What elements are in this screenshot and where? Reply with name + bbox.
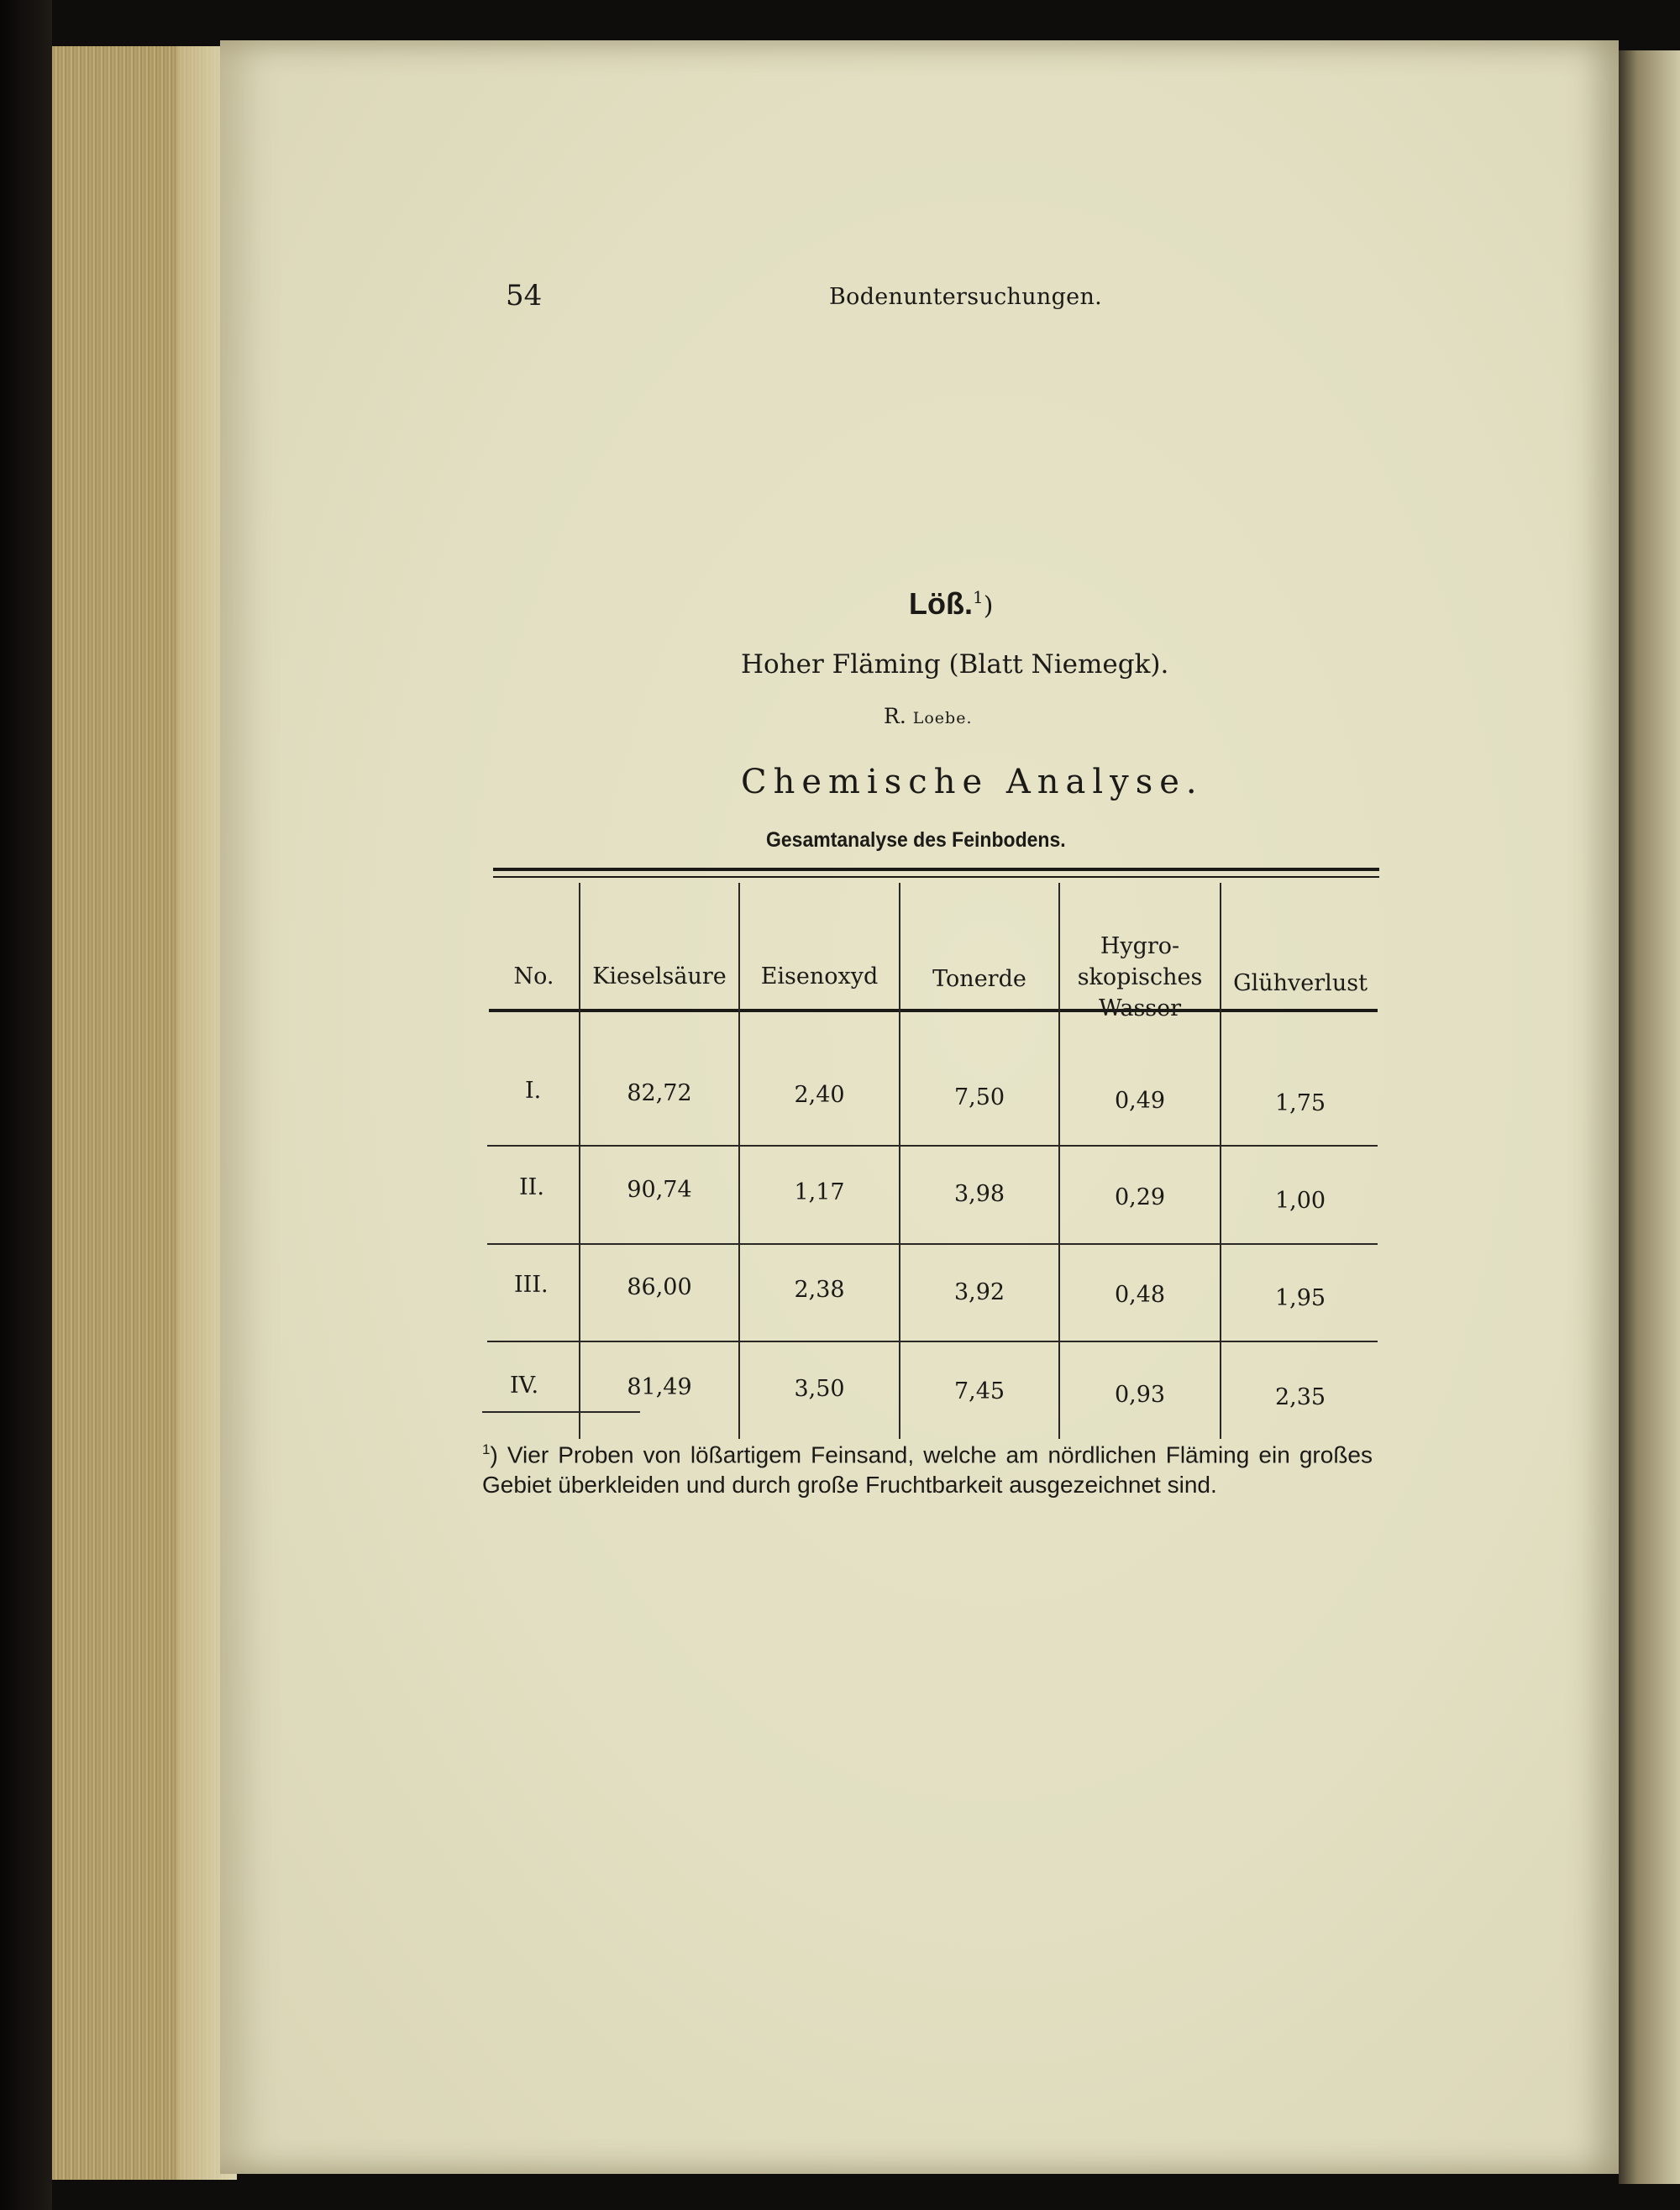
book-cover-edge xyxy=(0,0,52,2210)
table-cell: 1,75 xyxy=(1274,1090,1326,1116)
table-cell: 7,45 xyxy=(953,1378,1005,1404)
table-cell: 90,74 xyxy=(627,1177,692,1203)
table-top-rule xyxy=(493,868,1379,871)
row-label: IV. xyxy=(510,1373,539,1399)
column-header: No. xyxy=(513,963,554,990)
book-page xyxy=(220,40,1619,2174)
table-cell: 3,50 xyxy=(794,1376,845,1402)
author xyxy=(884,704,972,728)
table-cell: 3,92 xyxy=(953,1279,1005,1305)
row-label: II. xyxy=(519,1174,544,1200)
table-cell: 81,49 xyxy=(627,1374,692,1400)
table-cell: 0,48 xyxy=(1114,1282,1166,1308)
column-header: Kieselsäure xyxy=(592,963,727,990)
table-cell: 0,49 xyxy=(1114,1088,1166,1114)
column-header: Hygro- skopisches Wasser xyxy=(1077,933,1203,1021)
table-cell: 2,40 xyxy=(794,1082,845,1108)
title-footnote-paren: ) xyxy=(983,591,994,621)
footnote-text: Vier Proben von lößartigem Feinsand, welche am nördlichen Fläming ein großes Gebiet überkleiden und durch große Fruchtbarkeit ausgezeichnet sind. xyxy=(482,1441,1373,1499)
table-cell: 3,98 xyxy=(953,1181,1005,1207)
footnote-rule xyxy=(482,1411,640,1413)
table-cell: 2,38 xyxy=(794,1277,845,1303)
author-name: Loebe. xyxy=(912,709,973,727)
table-caption: Gesamtanalyse des Feinbodens. xyxy=(766,828,1066,852)
table-row-rule xyxy=(487,1341,1378,1342)
running-head: Bodenuntersuchungen. xyxy=(829,284,1103,310)
table-header-rule xyxy=(489,1009,1378,1012)
row-label: III. xyxy=(514,1272,549,1298)
table-cell: 1,00 xyxy=(1274,1188,1326,1214)
section-heading: Chemische Analyse. xyxy=(741,763,1204,801)
page-number: 54 xyxy=(506,279,543,312)
footnote-mark: 1 xyxy=(482,1441,491,1457)
footnote: $^1$) Vier Proben von lößartigem Feinsand, welche am nördlichen Fläming ein großes Gebiet überkleiden und durch große Fruchtbarkeit ausgezeichnet sind. xyxy=(482,1441,1373,1499)
subtitle: Hoher Fläming (Blatt Niemegk). xyxy=(741,649,1169,680)
table-top-rule-thin xyxy=(493,876,1379,878)
column-header: Glühverlust xyxy=(1233,970,1368,996)
table-row-rule xyxy=(487,1243,1378,1245)
table-cell: 82,72 xyxy=(627,1080,692,1106)
table-cell: 0,93 xyxy=(1114,1382,1166,1408)
page-stack-edges xyxy=(52,46,237,2180)
page-content xyxy=(220,40,1619,2174)
column-header: Eisenoxyd xyxy=(760,963,879,990)
facing-page-edge xyxy=(1619,50,1680,2184)
table-cell: 0,29 xyxy=(1114,1184,1166,1210)
title-text: Löß. xyxy=(909,586,973,621)
table-cell: 1,95 xyxy=(1274,1285,1326,1311)
author-initial: R. xyxy=(884,704,906,728)
table-cell: 86,00 xyxy=(627,1274,692,1300)
table-cell: 1,17 xyxy=(794,1179,845,1205)
table-cell: 7,50 xyxy=(953,1084,1005,1110)
row-label: I. xyxy=(525,1078,542,1104)
title-footnote-mark: 1 xyxy=(972,587,984,607)
column-header: Tonerde xyxy=(932,966,1026,992)
page-title xyxy=(909,586,993,622)
table-row-rule xyxy=(487,1145,1378,1147)
table-cell: 2,35 xyxy=(1274,1384,1326,1410)
